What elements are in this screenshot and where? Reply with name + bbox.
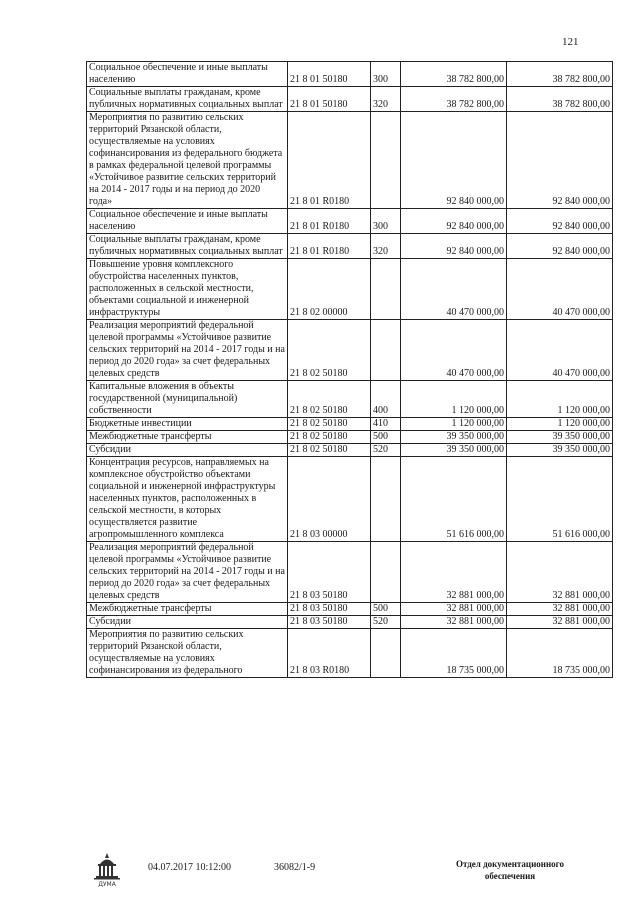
row-sum-2017-cell: 39 350 000,00 — [401, 444, 507, 457]
row-name-cell: Субсидии — [87, 616, 288, 629]
row-sum-2017-cell: 39 350 000,00 — [401, 431, 507, 444]
duma-building-logo-icon — [92, 852, 122, 888]
row-csr-cell: 21 8 01 R0180 — [288, 112, 371, 209]
row-name-cell: Реализация мероприятий федеральной целевой программы «Устойчивое развитие сельских территорий на 2014 - 2017 годы и на период до 2020 года» за счет федеральных целевых средств — [87, 320, 288, 381]
row-csr-cell: 21 8 02 50180 — [288, 418, 371, 431]
row-sum-2017-cell: 40 470 000,00 — [401, 259, 507, 320]
row-csr-cell: 21 8 02 50180 — [288, 320, 371, 381]
row-sum-2017-cell: 40 470 000,00 — [401, 320, 507, 381]
table-row — [87, 616, 613, 629]
row-name-cell: Межбюджетные трансферты — [87, 603, 288, 616]
row-sum-2018-cell: 32 881 000,00 — [507, 616, 613, 629]
row-sum-2017-cell: 32 881 000,00 — [401, 603, 507, 616]
row-sum-2017-cell: 38 782 800,00 — [401, 62, 507, 87]
row-name-cell: Реализация мероприятий федеральной целевой программы «Устойчивое развитие сельских территорий на 2014 - 2017 годы и на период до 2020 года» за счет федеральных целевых средств — [87, 542, 288, 603]
table-row — [87, 444, 613, 457]
footer-doc-number: 36082/1-9 — [274, 862, 316, 873]
table-row — [87, 418, 613, 431]
row-sum-2017-cell: 32 881 000,00 — [401, 542, 507, 603]
row-sum-2017-cell: 1 120 000,00 — [401, 381, 507, 418]
row-vr-cell: 320 — [371, 234, 401, 259]
table-row — [87, 112, 613, 209]
row-sum-2018-cell: 40 470 000,00 — [507, 320, 613, 381]
row-vr-cell: 500 — [371, 431, 401, 444]
row-csr-cell: 21 8 01 R0180 — [288, 209, 371, 234]
row-name-cell: Капитальные вложения в объекты государственной (муниципальной) собственности — [87, 381, 288, 418]
row-csr-cell: 21 8 03 50180 — [288, 542, 371, 603]
row-vr-cell: 410 — [371, 418, 401, 431]
row-name-cell: Бюджетные инвестиции — [87, 418, 288, 431]
row-sum-2018-cell: 32 881 000,00 — [507, 603, 613, 616]
row-vr-cell: 320 — [371, 87, 401, 112]
page-number: 121 — [562, 36, 579, 48]
row-vr-cell — [371, 542, 401, 603]
row-name-cell: Социальное обеспечение и иные выплаты населению — [87, 62, 288, 87]
row-sum-2018-cell: 92 840 000,00 — [507, 234, 613, 259]
row-name-cell: Мероприятия по развитию сельских территорий Рязанской области, осуществляемые на условиях софинансирования из федерального бюджета в рамках федеральной целевой программы «Устойчивое развитие сельских территорий на 2014 - 2017 годы и на период до 2020 года» — [87, 112, 288, 209]
row-name-cell: Межбюджетные трансферты — [87, 431, 288, 444]
footer-date: 04.07.2017 10:12:00 — [148, 862, 232, 873]
table-row — [87, 259, 613, 320]
row-vr-cell — [371, 259, 401, 320]
row-vr-cell: 500 — [371, 603, 401, 616]
row-vr-cell — [371, 112, 401, 209]
row-sum-2018-cell: 92 840 000,00 — [507, 112, 613, 209]
margin-registration-stamp — [628, 30, 634, 150]
row-csr-cell: 21 8 01 50180 — [288, 62, 371, 87]
table-row — [87, 62, 613, 87]
table-row — [87, 629, 613, 678]
row-sum-2017-cell: 92 840 000,00 — [401, 209, 507, 234]
table-row — [87, 457, 613, 542]
row-vr-cell: 400 — [371, 381, 401, 418]
row-sum-2018-cell: 39 350 000,00 — [507, 431, 613, 444]
row-sum-2018-cell: 39 350 000,00 — [507, 444, 613, 457]
row-csr-cell: 21 8 03 50180 — [288, 603, 371, 616]
row-name-cell: Социальные выплаты гражданам, кроме публичных нормативных социальных выплат — [87, 87, 288, 112]
row-sum-2018-cell: 32 881 000,00 — [507, 542, 613, 603]
row-vr-cell: 520 — [371, 616, 401, 629]
duma-logo-text: ДУМА — [98, 881, 116, 888]
footer-department: Отдел документационного обеспечения — [455, 859, 565, 881]
row-name-cell: Социальное обеспечение и иные выплаты населению — [87, 209, 288, 234]
row-sum-2017-cell: 18 735 000,00 — [401, 629, 507, 678]
table-row — [87, 320, 613, 381]
row-sum-2017-cell: 38 782 800,00 — [401, 87, 507, 112]
row-csr-cell: 21 8 02 00000 — [288, 259, 371, 320]
row-csr-cell: 21 8 02 50180 — [288, 444, 371, 457]
row-csr-cell: 21 8 02 50180 — [288, 381, 371, 418]
table-body — [87, 62, 613, 678]
table-row — [87, 87, 613, 112]
row-vr-cell — [371, 629, 401, 678]
budget-allocation-table — [86, 61, 613, 678]
row-sum-2018-cell: 1 120 000,00 — [507, 381, 613, 418]
row-csr-cell: 21 8 02 50180 — [288, 431, 371, 444]
row-csr-cell: 21 8 01 50180 — [288, 87, 371, 112]
row-sum-2018-cell: 1 120 000,00 — [507, 418, 613, 431]
duma-logo-svg — [92, 852, 122, 888]
table-row — [87, 431, 613, 444]
row-vr-cell: 300 — [371, 62, 401, 87]
row-csr-cell: 21 8 03 00000 — [288, 457, 371, 542]
row-name-cell: Концентрация ресурсов, направляемых на комплексное обустройство объектами социальной и инженерной инфраструктуры населенных пунктов, расположенных в сельской местности, в которых осуществляется развитие агропромышленного комплекса — [87, 457, 288, 542]
row-vr-cell — [371, 320, 401, 381]
row-sum-2018-cell: 92 840 000,00 — [507, 209, 613, 234]
row-name-cell: Повышение уровня комплексного обустройства населенных пунктов, расположенных в сельской местности, объектами социальной и инженерной инфраструктуры — [87, 259, 288, 320]
row-sum-2017-cell: 51 616 000,00 — [401, 457, 507, 542]
table-row — [87, 603, 613, 616]
row-name-cell: Субсидии — [87, 444, 288, 457]
row-sum-2017-cell: 92 840 000,00 — [401, 234, 507, 259]
table-row — [87, 209, 613, 234]
row-sum-2018-cell: 51 616 000,00 — [507, 457, 613, 542]
row-sum-2018-cell: 40 470 000,00 — [507, 259, 613, 320]
row-csr-cell: 21 8 01 R0180 — [288, 234, 371, 259]
row-vr-cell: 300 — [371, 209, 401, 234]
row-sum-2017-cell: 92 840 000,00 — [401, 112, 507, 209]
row-vr-cell: 520 — [371, 444, 401, 457]
row-name-cell: Мероприятия по развитию сельских территорий Рязанской области, осуществляемые на условиях софинансирования из федерального — [87, 629, 288, 678]
row-csr-cell: 21 8 03 50180 — [288, 616, 371, 629]
table-row — [87, 234, 613, 259]
row-sum-2017-cell: 1 120 000,00 — [401, 418, 507, 431]
row-sum-2018-cell: 38 782 800,00 — [507, 62, 613, 87]
table-row — [87, 542, 613, 603]
row-sum-2018-cell: 38 782 800,00 — [507, 87, 613, 112]
row-csr-cell: 21 8 03 R0180 — [288, 629, 371, 678]
row-sum-2018-cell: 18 735 000,00 — [507, 629, 613, 678]
row-name-cell: Социальные выплаты гражданам, кроме публичных нормативных социальных выплат — [87, 234, 288, 259]
row-vr-cell — [371, 457, 401, 542]
row-sum-2017-cell: 32 881 000,00 — [401, 616, 507, 629]
table-row — [87, 381, 613, 418]
